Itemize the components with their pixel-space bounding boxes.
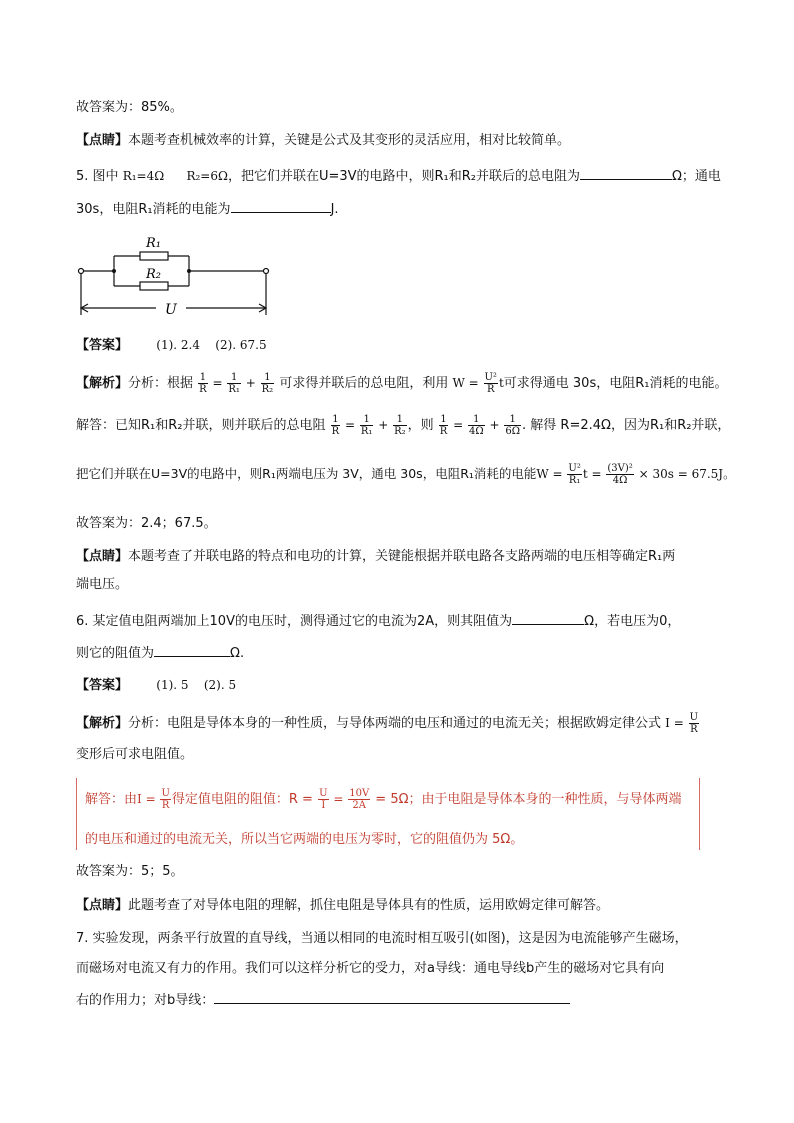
- question-5-line1: [76, 165, 721, 187]
- question-6-line2: 则它的阻值为 Ω.: [76, 642, 244, 664]
- answer-5: [76, 335, 267, 356]
- q5-number: 5. 图中: [76, 169, 119, 184]
- q5-blank-2[interactable]: [231, 198, 331, 213]
- analysis-5-l3a: 把它们并联在U=3V的电路中，则R₁两端电压为 3V，通电 30s，电阻R₁消耗的电能: [76, 466, 537, 481]
- answer-line-q5: 故答案为：2.4；67.5。: [76, 516, 217, 531]
- r2-label: R₂: [146, 267, 161, 282]
- solution-line2: 的电压和通过的电流无关，所以当它两端的电压为零时，它的阻值仍为 5Ω。: [85, 832, 524, 847]
- analysis-tag: 【解析】: [76, 376, 129, 391]
- answer-tag: 【答案】: [76, 338, 129, 353]
- q5-r2: R₂=6Ω: [186, 169, 228, 183]
- q5-unit-a: Ω；通电: [672, 169, 721, 184]
- analysis-5-p2: 可求得并联后的总电阻，利用: [279, 376, 449, 391]
- fraction-1-over-R: $\frac{1}{R}$: [199, 372, 207, 395]
- junction-dot: [187, 269, 191, 273]
- solution-line1: 解答：由I = $\frac{U}{R}$ 得定值电阻的阻值：R = $\frac{U}{I}$ = $\frac{10V}{2A}$ = 5Ω；由于电阻是导体本身的一种性质，与导体两端: [85, 788, 682, 811]
- q7-blank[interactable]: [214, 989, 570, 1004]
- junction-dot: [112, 269, 116, 273]
- solution-box: [76, 778, 700, 850]
- analysis-5-line2: 解答：已知R₁和R₂并联，则并联后的总电阻 $\frac{1}{R}$ = $\frac{1}{\text{R₁}}$ + $\frac{1}{\text{R₂}}$ ，则 $\frac{1}{R}$ = $\frac{1}{4\Omega}$ + $\frac{1}{6\Omega}$ . 解得 R=2.4Ω，因为R₁和R₂并联，: [76, 414, 731, 437]
- q5-r1: R₁=4Ω: [122, 169, 165, 183]
- answer-line-q4: 故答案为：85%。: [76, 100, 183, 115]
- question-7-line2: 而磁场对电流又有力的作用。我们可以这样分析它的受力，对a导线：通电导线b产生的磁场对它具有向: [76, 961, 665, 976]
- answer-5-text: (1). 2.4 (2). 67.5: [156, 338, 267, 352]
- parallel-circuit-diagram: [76, 230, 276, 320]
- question-5-line2: [76, 198, 339, 220]
- comment-tag: 【点睛】: [76, 133, 129, 148]
- analysis-5-l2b: ，则: [407, 418, 434, 433]
- q5-blank-1[interactable]: [580, 165, 672, 180]
- q5-unit-b: J.: [330, 202, 339, 217]
- answer-6: 【答案】 (1). 5 (2). 5: [76, 678, 237, 693]
- fraction-1-over-R1: $\frac{1}{\text{R₁}}$: [228, 372, 240, 395]
- analysis-5-line1: 【解析】分析：根据 $\frac{1}{R}$ = $\frac{1}{\text{R₁}}$ + $\frac{1}{\text{R₂}}$ 可求得并联后的总电阻，利用 W = $\frac{\text{U²}}{R}$ t可求得通电 30s，电阻R₁消耗的电能。: [76, 372, 728, 395]
- comment-text: 本题考查机械效率的计算，关键是公式及其变形的灵活应用，相对比较简单。: [128, 133, 571, 148]
- q5-text-b: 30s，电阻R₁消耗的电能为: [76, 202, 231, 217]
- analysis-5-l2c: . 解得 R=2.4Ω，因为R₁和R₂并联，: [522, 418, 731, 433]
- q6-blank-1[interactable]: [512, 610, 584, 625]
- analysis-5-p3: 可求得通电 30s，电阻R₁消耗的电能。: [503, 376, 728, 391]
- fraction-U2-over-R: $\frac{\text{U²}}{R}$: [484, 372, 497, 395]
- question-7-line3: 右的作用力；对b导线：: [76, 989, 570, 1011]
- answer-line-q6: 故答案为：5；5。: [76, 864, 184, 879]
- analysis-5-p1: 分析：根据: [128, 376, 194, 391]
- r1-label: R₁: [146, 236, 161, 251]
- u-label: U: [165, 302, 177, 318]
- analysis-5-line3: 把它们并联在U=3V的电路中，则R₁两端电压为 3V，通电 30s，电阻R₁消耗的电能W = $\frac{\text{U²}}{\text{R₁}}$ t = $\frac{\text{(3V)²}}{4\Omega}$ × 30s = 67.5J。: [76, 463, 736, 486]
- comment-q5-line2: 端电压。: [76, 577, 129, 592]
- question-7-line1: 7. 实验发现，两条平行放置的直导线，当通以相同的电流时相互吸引(如图)，这是因为电流能够产生磁场，: [76, 931, 688, 946]
- analysis-6-line2: 变形后可求电阻值。: [76, 747, 194, 762]
- question-6-line1: 6. 某定值电阻两端加上10V的电压时，测得通过它的电流为2A，则其阻值为 Ω，若电压为0，: [76, 610, 680, 632]
- q5-text-a: ，把它们并联在U=3V的电路中，则R₁和R₂并联后的总电阻为: [227, 169, 580, 184]
- analysis-5-l2a: 解答：已知R₁和R₂并联，则并联后的总电阻: [76, 418, 326, 433]
- comment-q6: 【点睛】此题考查了对导体电阻的理解，抓住电阻是导体具有的性质，运用欧姆定律可解答。: [76, 898, 610, 913]
- q6-blank-2[interactable]: [154, 642, 230, 657]
- analysis-6-line1: 【解析】分析：电阻是导体本身的一种性质，与导体两端的电压和通过的电流无关；根据欧姆定律公式 I = $\frac{U}{R}$: [76, 712, 699, 735]
- fraction-1-over-R2: $\frac{1}{\text{R₂}}$: [261, 372, 274, 395]
- comment-q4: [76, 131, 570, 151]
- comment-q5: 【点睛】本题考查了并联电路的特点和电功的计算，关键能根据并联电路各支路两端的电压相等确定R₁两: [76, 549, 676, 564]
